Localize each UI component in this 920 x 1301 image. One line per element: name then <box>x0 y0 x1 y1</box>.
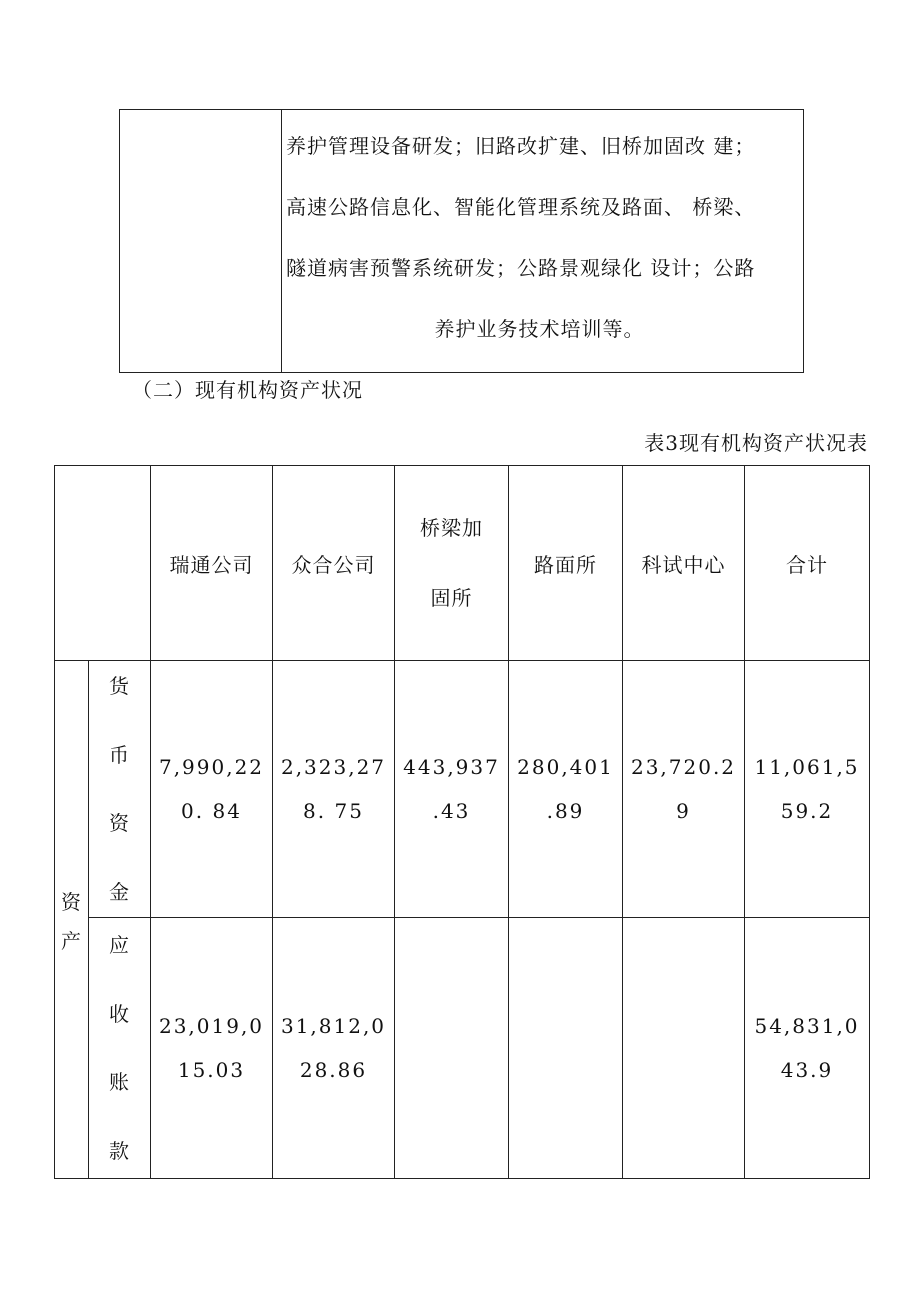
business-scope-text-cell <box>282 110 804 373</box>
business-scope-table <box>119 109 804 373</box>
table-row <box>55 918 870 1179</box>
receivables-ruitong: 23,019,0 15.03 <box>151 918 273 1179</box>
section-heading: （二）现有机构资产状况 <box>132 378 363 402</box>
header-total: 合计 <box>745 466 870 661</box>
row-label-receivables: 应 收 账 款 <box>89 918 151 1179</box>
header-zhonghe: 众合公司 <box>273 466 395 661</box>
receivables-road <box>509 918 623 1179</box>
business-scope-line: 隧道病害预警系统研发；公路景观绿化 设计；公路 <box>286 256 756 280</box>
cash-zhonghe: 2,323,27 8. 75 <box>273 661 395 918</box>
table-caption: 表3现有机构资产状况表 <box>644 431 868 455</box>
header-corner-cell <box>55 466 151 661</box>
header-ruitong: 瑞通公司 <box>151 466 273 661</box>
cash-ruitong: 7,990,22 0. 84 <box>151 661 273 918</box>
receivables-bridge <box>395 918 509 1179</box>
cash-bridge: 443,937 .43 <box>395 661 509 918</box>
business-scope-line: 高速公路信息化、智能化管理系统及路面、 桥梁、 <box>286 195 756 219</box>
business-scope-line: 养护管理设备研发；旧路改扩建、旧桥加固改 建； <box>286 134 756 158</box>
receivables-zhonghe: 31,812,0 28.86 <box>273 918 395 1179</box>
cash-total: 11,061,5 59.2 <box>745 661 870 918</box>
receivables-lab <box>623 918 745 1179</box>
asset-status-table <box>54 465 870 1179</box>
row-label-cash: 货 币 资 金 <box>89 661 151 918</box>
group-label-assets: 资 产 <box>55 661 89 1179</box>
cash-road: 280,401 .89 <box>509 661 623 918</box>
business-scope-label-cell <box>120 110 282 373</box>
header-road-institute: 路面所 <box>509 466 623 661</box>
table-row <box>55 661 870 918</box>
header-bridge-institute: 桥梁加 固所 <box>395 466 509 661</box>
header-lab-center: 科试中心 <box>623 466 745 661</box>
cash-lab: 23,720.2 9 <box>623 661 745 918</box>
business-scope-line: 养护业务技术培训等。 <box>434 317 645 341</box>
receivables-total: 54,831,0 43.9 <box>745 918 870 1179</box>
